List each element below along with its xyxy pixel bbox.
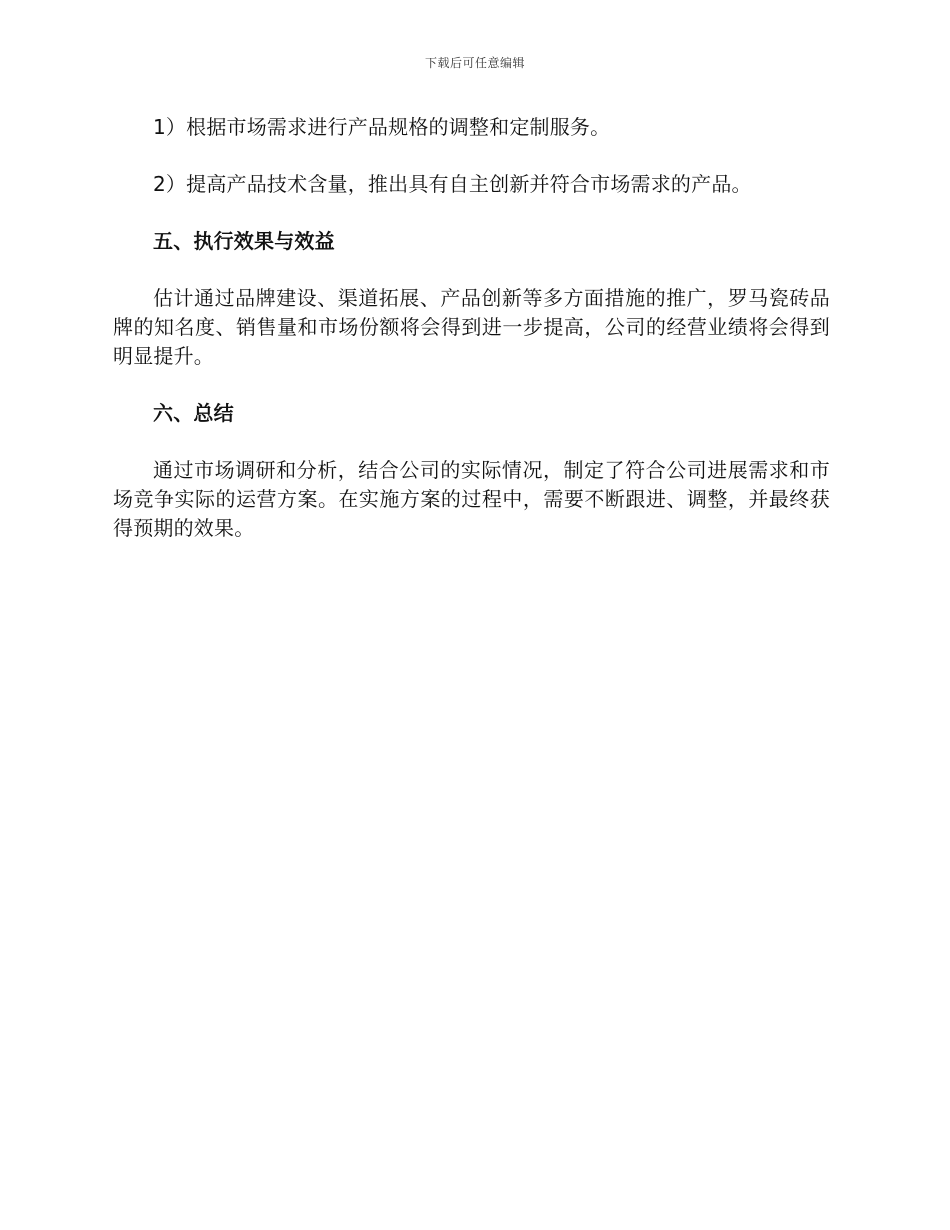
document-body [113,113,830,571]
list-item-2: 2）提高产品技术含量，推出具有自主创新并符合市场需求的产品。 [153,172,752,196]
section-6-paragraph: 通过市场调研和分析，结合公司的实际情况，制定了符合公司进展需求和市场竞争实际的运营方案。在实施方案的过程中，需要不断跟进、调整，并最终获得预期的效果。 [113,458,830,540]
section-heading-6: 六、总结 [153,401,234,425]
section-heading-5: 五、执行效果与效益 [153,229,335,253]
page-header-note: 下载后可任意编辑 [424,56,525,70]
list-item-1: 1）根据市场需求进行产品规格的调整和定制服务。 [153,115,611,139]
section-5-paragraph: 估计通过品牌建设、渠道拓展、产品创新等多方面措施的推广，罗马瓷砖品牌的知名度、销售量和市场份额将会得到进一步提高，公司的经营业绩将会得到明显提升。 [113,286,830,368]
